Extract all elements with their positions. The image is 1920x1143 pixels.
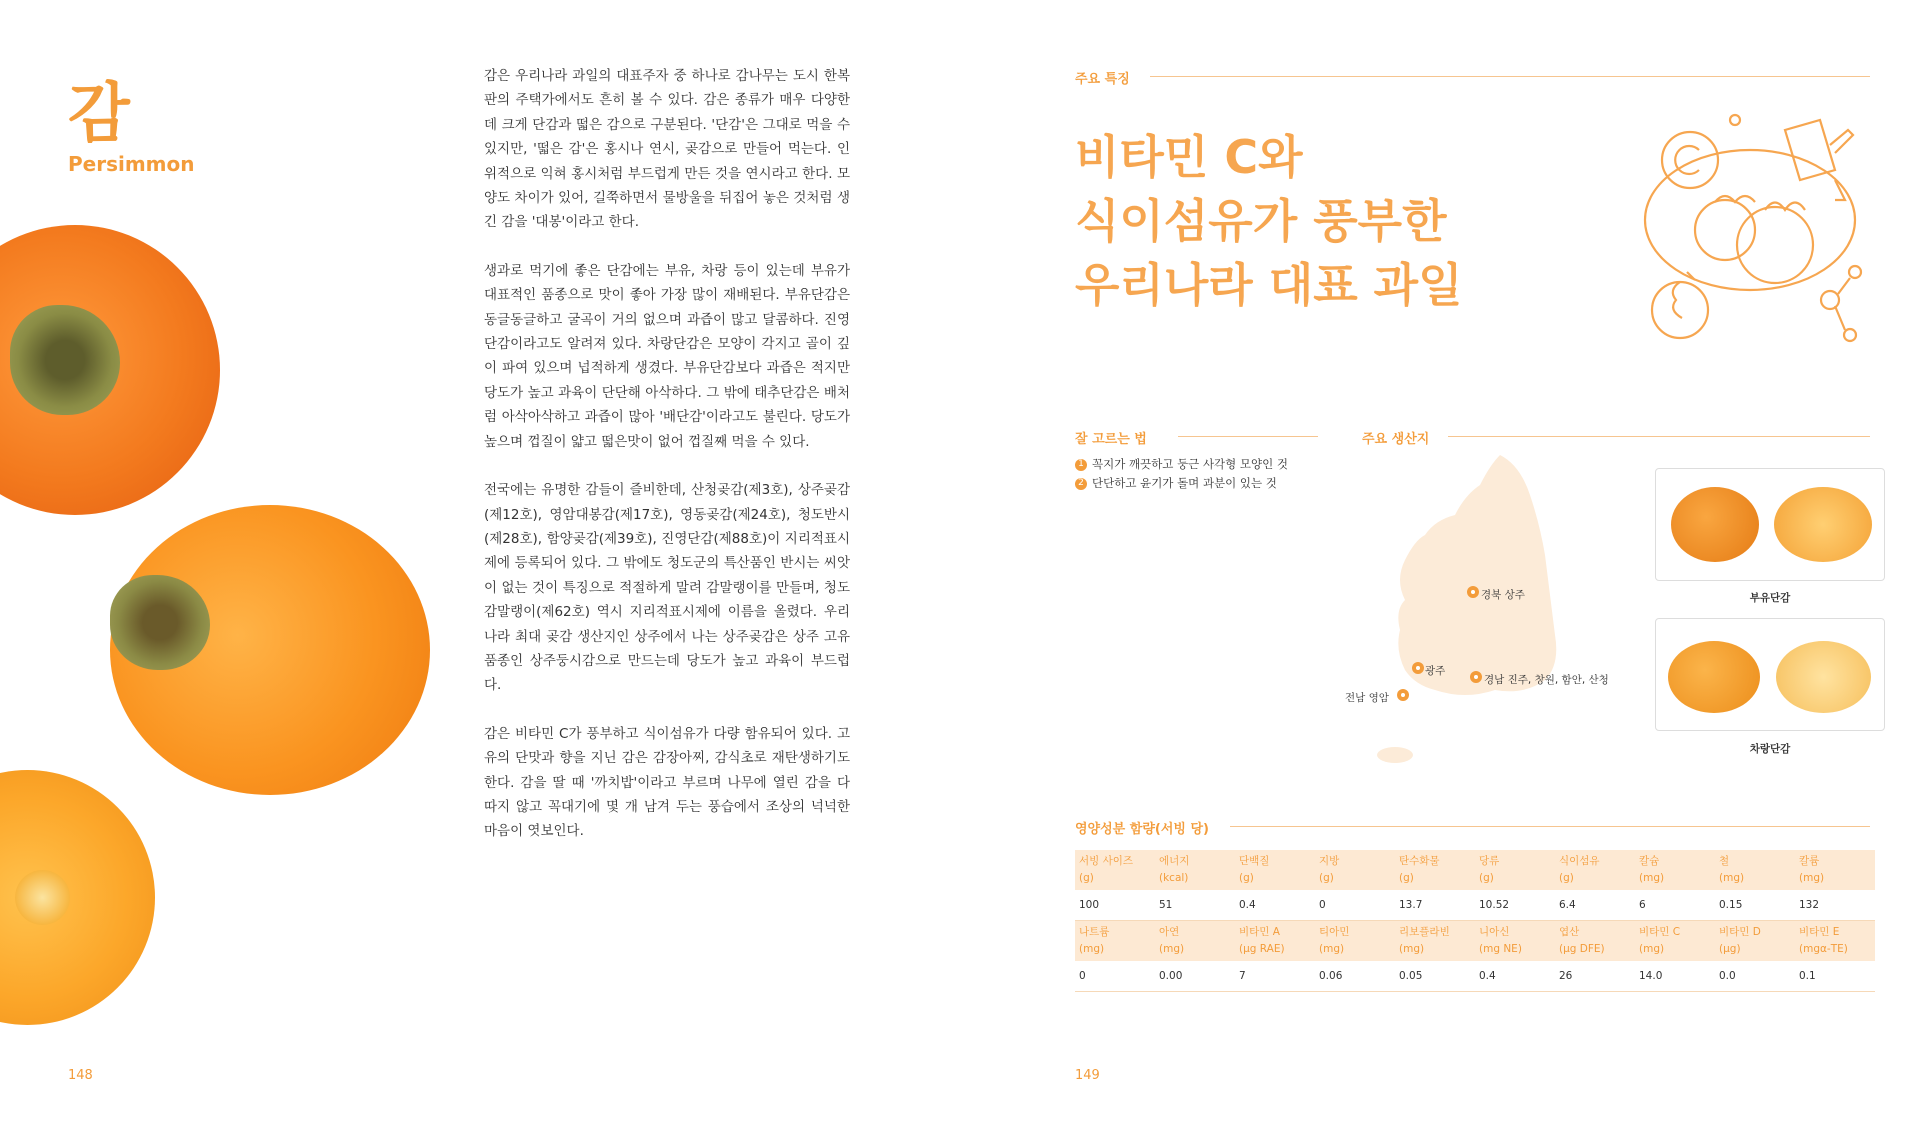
table-cell: 0.00	[1155, 961, 1235, 992]
divider	[1448, 436, 1870, 437]
korea-map	[1350, 455, 1570, 775]
choose-label: 잘 고르는 법	[1075, 432, 1147, 447]
table-header-cell: 철 (mg)	[1715, 850, 1795, 890]
table-header-cell: 비타민 C (mg)	[1635, 921, 1715, 962]
divider	[1178, 436, 1318, 437]
table-header-cell: 에너지 (kcal)	[1155, 850, 1235, 890]
table-header-cell: 식이섬유 (g)	[1555, 850, 1635, 890]
table-header-cell: 단백질 (g)	[1235, 850, 1315, 890]
features-label: 주요 특징	[1075, 72, 1130, 87]
persimmon-core	[15, 870, 70, 925]
body-text	[484, 64, 850, 868]
table-header-cell: 칼슘 (mg)	[1635, 850, 1715, 890]
paragraph: 전국에는 유명한 감들이 즐비한데, 산청곶감(제3호), 상주곶감(제12호), 영암대봉감(제17호), 영동곶감(제24호), 청도반시(제28호), 함양곶감(제39호), 진영단감(제88호)이 지리적표시제에 등록되어 있다. 그 밖에도 청도군의 특산품인 반시는 씨앗이 없는 것이 특징으로 적절하게 말려 감말랭이를 만들며, 청도감말랭이(제62호) 역시 지리적표시제에 이름을 올렸다. 우리나라 최대 곶감 생산지인 상주에서 나는 상주곶감은 상주 고유 품종인 상주둥시감으로 만드는데 당도가 높고 과육이 부드럽다.	[484, 482, 850, 694]
table-row	[1075, 961, 1875, 992]
table-cell: 6	[1635, 890, 1715, 921]
table-cell: 0.06	[1315, 961, 1395, 992]
paragraph: 생과로 먹기에 좋은 단감에는 부유, 차랑 등이 있는데 부유가 대표적인 품종으로 맛이 좋아 가장 많이 재배된다. 부유단감은 동글동글하고 굴곡이 거의 없으며 과즙이 많고 달콤하다. 진영단감이라고도 알려져 있다. 차랑단감은 모양이 각지고 골이 깊이 파여 있으며 넙적하게 생겼다. 부유단감보다 과즙은 적지만 당도가 높고 과육이 단단해 아삭하다. 그 밖에 태추단감은 배처럼 아삭아삭하고 과즙이 많아 '배단감'이라고도 불린다. 당도가 높으며 껍질이 얇고 떫은맛이 없어 껍질째 먹을 수 있다.	[484, 262, 850, 450]
headline	[1075, 125, 1463, 317]
variety-caption: 부유단감	[1749, 592, 1791, 604]
paragraph: 감은 비타민 C가 풍부하고 식이섬유가 다량 함유되어 있다. 고유의 단맛과 향을 지닌 감은 감장아찌, 감식초로 재탄생하기도 한다. 감을 딸 때 '까치밥'이라고 부르며 나무에 열린 감을 다 따지 않고 꼭대기에 몇 개 남겨 두는 풍습에서 조상의 넉넉한 마음이 엿보인다.	[484, 725, 850, 840]
table-cell: 10.52	[1475, 890, 1555, 921]
table-cell: 0.0	[1715, 961, 1795, 992]
paragraph: 감은 우리나라 과일의 대표주자 중 하나로 감나무는 도시 한복판의 주택가에서도 흔히 볼 수 있다. 감은 종류가 매우 다양한데 크게 단감과 떫은 감으로 구분된다. '단감'은 그대로 먹을 수 있지만, '떫은 감'은 홍시나 연시, 곶감으로 만들어 먹는다. 인위적으로 익혀 홍시처럼 부드럽게 만든 것을 연시라고 한다. 모양도 차이가 있어, 길쭉하면서 물방울을 뒤집어 놓은 것처럼 생긴 감을 '대봉'이라고 한다.	[484, 68, 850, 231]
region-marker-label: 경북 상주	[1481, 589, 1525, 601]
page-number: 149	[1075, 1068, 1100, 1083]
table-cell: 0.1	[1795, 961, 1875, 992]
page-title: 감	[68, 77, 130, 151]
nutrition-label: 영양성분 함량(서빙 당)	[1075, 822, 1209, 837]
fuyu-photo	[1655, 468, 1885, 581]
table-header-cell: 리보플라빈 (mg)	[1395, 921, 1475, 962]
tip-text: 꼭지가 깨끗하고 둥근 사각형 모양인 것	[1092, 457, 1289, 471]
table-cell: 0.15	[1715, 890, 1795, 921]
headline-line: 비타민 C와	[1075, 130, 1303, 184]
divider	[1230, 826, 1870, 827]
headline-line: 식이섬유가 풍부한	[1075, 194, 1447, 248]
table-cell: 14.0	[1635, 961, 1715, 992]
table-cell: 26	[1555, 961, 1635, 992]
list-item	[1075, 474, 1288, 493]
table-header-cell: 서빙 사이즈 (g)	[1075, 850, 1155, 890]
table-cell: 0.4	[1475, 961, 1555, 992]
table-header-cell: 당류 (g)	[1475, 850, 1555, 890]
table-cell: 13.7	[1395, 890, 1475, 921]
persimmon-calyx-middle	[110, 575, 210, 670]
right-page	[1000, 0, 1920, 1143]
jiro-photo	[1655, 618, 1885, 731]
list-item	[1075, 455, 1288, 474]
whole-persimmon	[1671, 487, 1759, 562]
whole-persimmon	[1668, 641, 1760, 713]
table-header-cell: 엽산 (μg DFE)	[1555, 921, 1635, 962]
table-cell: 0.05	[1395, 961, 1475, 992]
table-cell: 7	[1235, 961, 1315, 992]
table-cell: 0	[1075, 961, 1155, 992]
persimmon-vitamin-illustration	[1635, 110, 1870, 350]
cut-persimmon	[1776, 641, 1871, 713]
page-subtitle: Persimmon	[68, 152, 195, 176]
persimmon-calyx-top	[10, 305, 120, 415]
table-header-cell: 비타민 A (μg RAE)	[1235, 921, 1315, 962]
divider	[1150, 76, 1870, 77]
tip-text: 단단하고 윤기가 돌며 과분이 있는 것	[1092, 476, 1277, 490]
table-header-cell: 칼륨 (mg)	[1795, 850, 1875, 890]
headline-line: 우리나라 대표 과일	[1075, 258, 1463, 312]
page-number: 148	[68, 1068, 93, 1083]
table-header-cell: 비타민 E (mgα-TE)	[1795, 921, 1875, 962]
table-header-row	[1075, 850, 1875, 890]
tips-list	[1075, 455, 1288, 493]
table-header-cell: 니아신 (mg NE)	[1475, 921, 1555, 962]
table-cell: 6.4	[1555, 890, 1635, 921]
table-cell: 0.4	[1235, 890, 1315, 921]
table-header-cell: 지방 (g)	[1315, 850, 1395, 890]
region-marker-label: 전남 영암	[1345, 692, 1389, 704]
nutrition-table	[1075, 850, 1875, 992]
table-header-cell: 티아민 (mg)	[1315, 921, 1395, 962]
table-header-cell: 비타민 D (μg)	[1715, 921, 1795, 962]
region-marker-label: 광주	[1425, 665, 1446, 677]
number-badge: 2	[1075, 478, 1087, 490]
table-header-cell: 나트륨 (mg)	[1075, 921, 1155, 962]
table-cell: 0	[1315, 890, 1395, 921]
number-badge: 1	[1075, 459, 1087, 471]
region-label: 주요 생산지	[1362, 432, 1430, 447]
table-header-row	[1075, 921, 1875, 962]
table-cell: 51	[1155, 890, 1235, 921]
table-header-cell: 아연 (mg)	[1155, 921, 1235, 962]
variety-caption: 차랑단감	[1749, 743, 1791, 755]
table-row	[1075, 890, 1875, 921]
table-cell: 132	[1795, 890, 1875, 921]
table-cell: 100	[1075, 890, 1155, 921]
region-marker-label: 경남 진주, 창원, 함안, 산청	[1484, 674, 1609, 686]
table-header-cell: 탄수화물 (g)	[1395, 850, 1475, 890]
cut-persimmon	[1774, 487, 1872, 562]
